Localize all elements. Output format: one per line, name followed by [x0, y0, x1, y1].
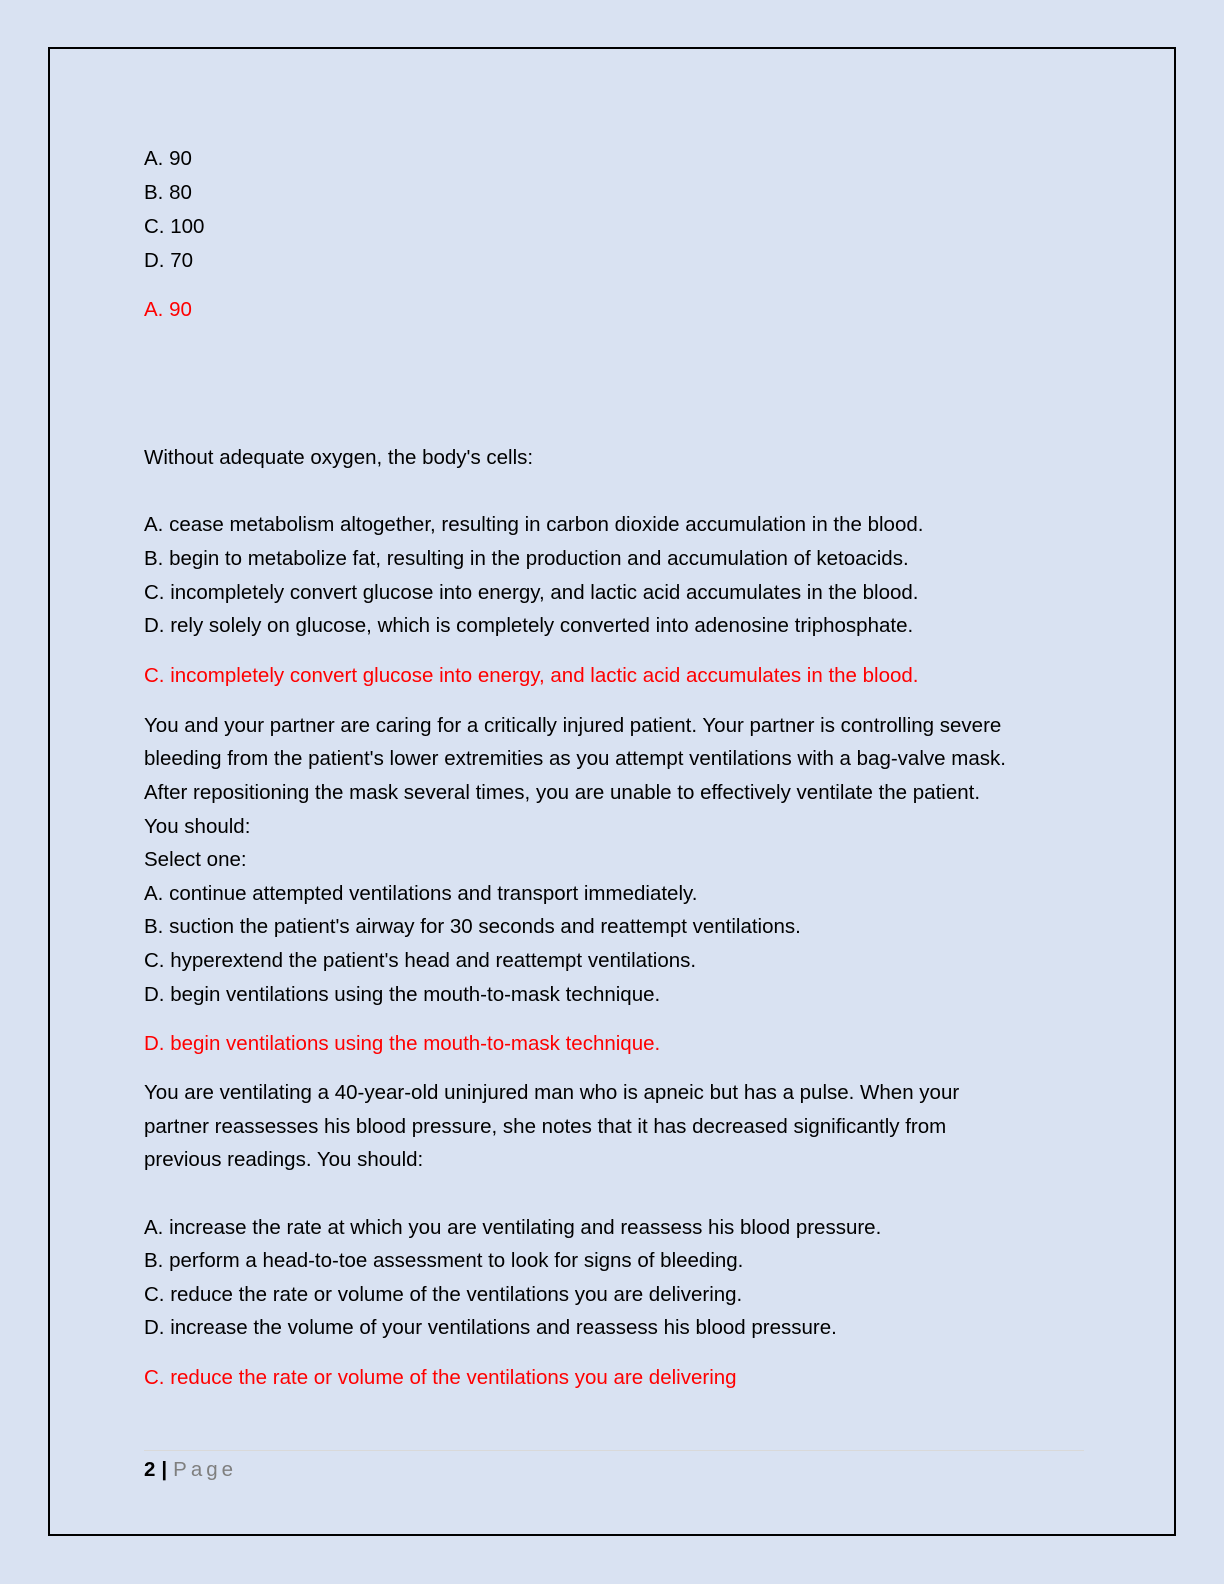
q2-option-a: A. cease metabolism altogether, resulting in carbon dioxide accumulation in the blood.: [144, 513, 924, 536]
q3-option-a: A. continue attempted ventilations and transport immediately.: [144, 882, 698, 905]
q4-option-b: B. perform a head-to-toe assessment to look for signs of bleeding.: [144, 1249, 744, 1272]
q1-answer: A. 90: [144, 298, 192, 321]
footer-separator: |: [161, 1458, 168, 1481]
page-footer: [144, 1455, 237, 1485]
q4-option-c: C. reduce the rate or volume of the ventilations you are delivering.: [144, 1283, 743, 1306]
q4-option-a: A. increase the rate at which you are ventilating and reassess his blood pressure.: [144, 1216, 882, 1239]
q3-stem-line-3: After repositioning the mask several times, you are unable to effectively ventilate the patient.: [144, 781, 981, 804]
q3-option-c: C. hyperextend the patient's head and reattempt ventilations.: [144, 949, 697, 972]
q1-option-b: B. 80: [144, 181, 192, 204]
q1-option-d: D. 70: [144, 249, 193, 272]
q2-answer: C. incompletely convert glucose into energy, and lactic acid accumulates in the blood.: [144, 664, 919, 687]
q3-stem-line-1: You and your partner are caring for a critically injured patient. Your partner is controlling severe: [144, 714, 1002, 737]
q2-option-d: D. rely solely on glucose, which is completely converted into adenosine triphosphate.: [144, 614, 914, 637]
q4-stem-line-3: previous readings. You should:: [144, 1148, 424, 1171]
q4-option-d: D. increase the volume of your ventilations and reassess his blood pressure.: [144, 1316, 837, 1339]
q2-option-c: C. incompletely convert glucose into energy, and lactic acid accumulates in the blood.: [144, 581, 919, 604]
footer-divider: [144, 1450, 1084, 1451]
q3-select-label: Select one:: [144, 848, 247, 871]
page-label: Page: [173, 1458, 238, 1481]
q1-option-c: C. 100: [144, 215, 205, 238]
q2-option-b: B. begin to metabolize fat, resulting in the production and accumulation of ketoacids.: [144, 547, 909, 570]
q3-answer: D. begin ventilations using the mouth-to-mask technique.: [144, 1032, 661, 1055]
page-number: 2: [144, 1458, 156, 1481]
q4-stem-line-1: You are ventilating a 40-year-old uninjured man who is apneic but has a pulse. When your: [144, 1081, 960, 1104]
q3-stem-line-2: bleeding from the patient's lower extremities as you attempt ventilations with a bag-valve mask.: [144, 747, 1006, 770]
q2-stem: Without adequate oxygen, the body's cells:: [144, 446, 534, 469]
q4-answer: C. reduce the rate or volume of the ventilations you are delivering: [144, 1366, 737, 1389]
q3-stem-line-4: You should:: [144, 815, 251, 838]
q1-option-a: A. 90: [144, 147, 192, 170]
q3-option-d: D. begin ventilations using the mouth-to-mask technique.: [144, 983, 661, 1006]
q3-option-b: B. suction the patient's airway for 30 seconds and reattempt ventilations.: [144, 915, 801, 938]
q4-stem-line-2: partner reassesses his blood pressure, she notes that it has decreased significantly from: [144, 1115, 947, 1138]
